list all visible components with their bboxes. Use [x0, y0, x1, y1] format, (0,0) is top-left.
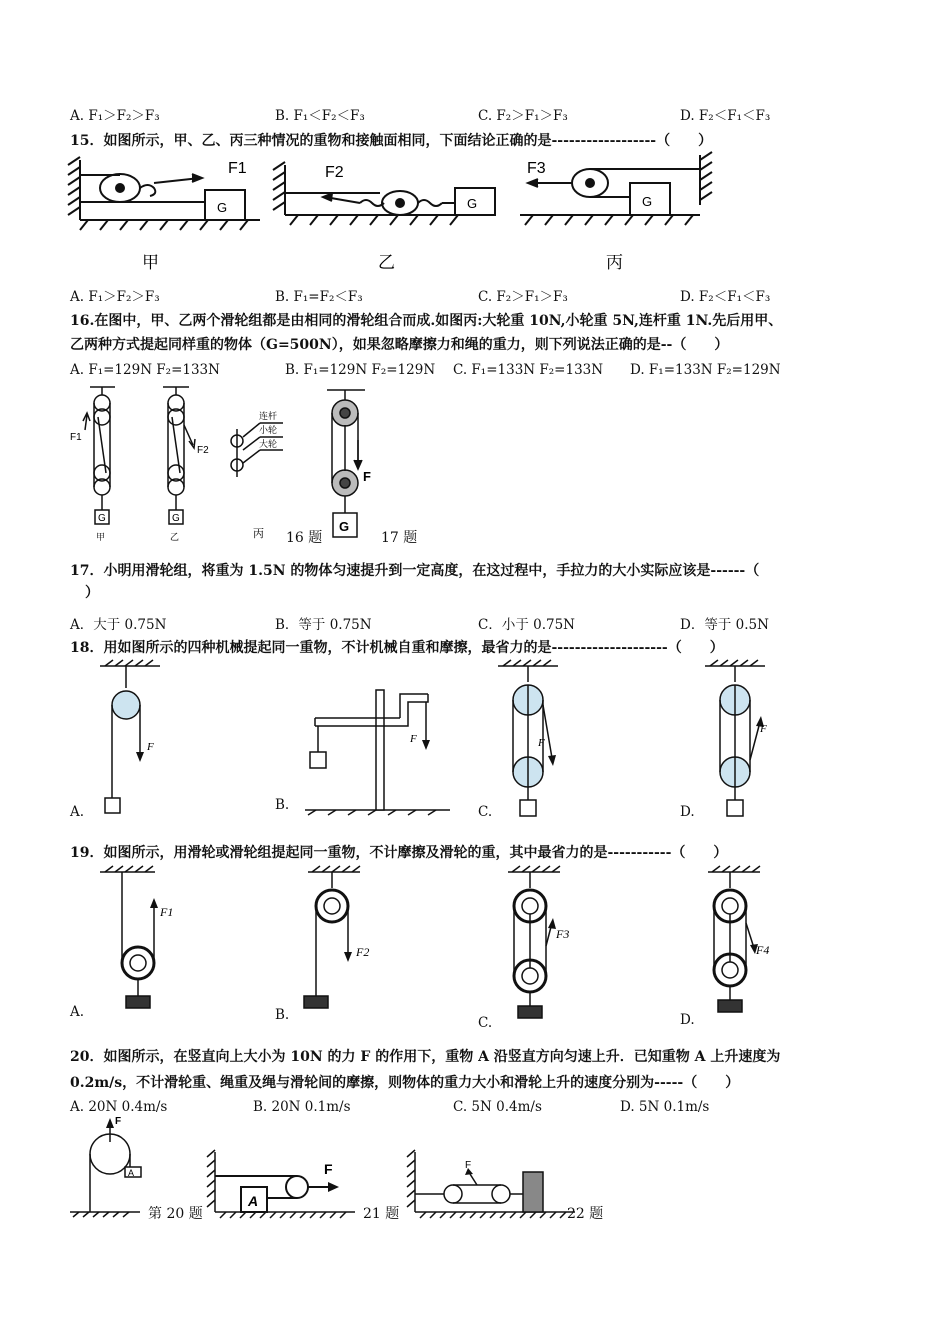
- q21-label-f: F: [324, 1161, 333, 1177]
- q15-figure: [60, 155, 860, 275]
- q19-label-f4: F4: [756, 943, 770, 957]
- q15-label-f1: F1: [228, 160, 247, 177]
- q16-stem-line2: 乙两种方式提起同样重的物体（G=500N），如果忽略摩擦力和绳的重力，则下列说法正确的是--（ ）: [70, 337, 729, 353]
- q16-option-a: A. F₁=129N F₂=133N: [70, 362, 220, 378]
- q17-stem-line2: ）: [85, 585, 99, 601]
- q15-option-c: C. F₂＞F₁＞F₃: [478, 289, 568, 305]
- q16-caption-yi: 乙: [170, 533, 180, 543]
- q15-label-g1: G: [217, 200, 228, 215]
- q19-label-a: A.: [70, 1004, 85, 1020]
- q19-label-f1: F1: [160, 905, 174, 919]
- q18-stem: 18．用如图所示的四种机械提起同一重物，不计机械自重和摩擦，最省力的是--------------------（ ）: [70, 640, 724, 656]
- q17-stem-line1: 17．小明用滑轮组，将重为 1.5N 的物体匀速提升到一定高度，在这过程中，手拉力的大小实际应该是------（: [70, 563, 760, 579]
- q19-label-d: D.: [680, 1012, 695, 1028]
- q14-option-c: C. F₂＞F₁＞F₃: [478, 108, 568, 124]
- q15-fig-yi: [273, 162, 495, 225]
- q18-label-c: C.: [478, 804, 493, 820]
- q16-option-b: B. F₁=129N F₂=129N: [285, 362, 436, 378]
- q19-stem: 19．如图所示，用滑轮或滑轮组提起同一重物，不计摩擦及滑轮的重，其中最省力的是-----------（ ）: [70, 845, 728, 861]
- q16-stem-line1: 16.在图中，甲、乙两个滑轮组都是由相同的滑轮组合而成.如图丙:大轮重 10N,小轮重 5N,连杆重 1N.先后用甲、: [70, 313, 783, 329]
- q16-label-g-b: G: [172, 513, 180, 524]
- q14-option-d: D. F₂＜F₁＜F₃: [680, 108, 771, 124]
- q15-caption-jia: 甲: [142, 253, 159, 273]
- q15-label-f2: F2: [325, 164, 344, 181]
- q16-option-c: C. F₁=133N F₂=133N: [453, 362, 604, 378]
- q15-label-g3: G: [642, 194, 653, 209]
- q22-figure-tag: 22 题: [567, 1206, 604, 1222]
- q19-figure: [60, 868, 880, 1028]
- q17-option-b: B．等于 0.75N: [275, 617, 372, 633]
- q16-caption-jia: 甲: [96, 533, 106, 543]
- q20-label-f: F: [115, 1116, 122, 1127]
- q18-label-a: A.: [70, 804, 85, 820]
- q14-option-a: A. F₁＞F₂＞F₃: [70, 108, 160, 124]
- q18-label-f-b: F: [410, 733, 417, 745]
- q15-caption-bing: 丙: [606, 253, 623, 273]
- q14-option-b: B. F₁＜F₂＜F₃: [275, 108, 365, 124]
- q15-label-g2: G: [467, 196, 478, 211]
- q20-label-a: A: [128, 1168, 135, 1178]
- q19-label-f2: F2: [356, 945, 370, 959]
- q17-option-a: A．大于 0.75N: [70, 617, 167, 633]
- q18-label-d: D.: [680, 804, 695, 820]
- q20-stem-line2: 0.2m/s，不计滑轮重、绳重及绳与滑轮间的摩擦，则物体的重力大小和滑轮上升的速度分别为-----（ ）: [70, 1075, 740, 1091]
- q16-label-f2: F2: [197, 445, 209, 456]
- q21-figure-tag: 21 题: [363, 1206, 400, 1222]
- q16-part-big-wheel: 大轮: [259, 440, 278, 450]
- q21-label-a: A: [248, 1193, 259, 1209]
- q19-label-c: C.: [478, 1015, 493, 1031]
- q16-part-small-wheel: 小轮: [259, 426, 278, 436]
- q17-option-c: C．小于 0.75N: [478, 617, 575, 633]
- q19-label-f3: F3: [556, 927, 570, 941]
- q16-label-f1: F1: [70, 432, 82, 443]
- q20-option-a: A. 20N 0.4m/s: [70, 1099, 168, 1115]
- q16-label-g-a: G: [98, 513, 106, 524]
- q17-label-g: G: [339, 519, 350, 534]
- q19-label-b: B.: [275, 1007, 290, 1023]
- q18-label-f-a: F: [147, 741, 154, 753]
- q15-option-b: B. F₁=F₂＜F₃: [275, 289, 363, 305]
- q15-label-f3: F3: [527, 160, 546, 177]
- q15-caption-yi: 乙: [378, 253, 395, 273]
- q16-figure: [65, 385, 445, 545]
- q22-label-f: F: [465, 1160, 472, 1171]
- q15-option-a: A. F₁＞F₂＞F₃: [70, 289, 160, 305]
- q20-figure-tag: 第 20 题: [148, 1206, 203, 1222]
- q16-option-d: D. F₁=133N F₂=129N: [630, 362, 781, 378]
- q16-part-connector: 连杆: [259, 412, 278, 422]
- q17-option-d: D．等于 0.5N: [680, 617, 769, 633]
- q17-figure-tag: 17 题: [381, 530, 418, 546]
- q15-option-d: D. F₂＜F₁＜F₃: [680, 289, 771, 305]
- q18-label-f-d: F: [760, 723, 767, 735]
- q16-caption-bing: 丙: [253, 527, 264, 540]
- q15-fig-bing: [520, 152, 712, 225]
- q18-label-f-c: F: [538, 737, 545, 749]
- q17-label-f: F: [363, 469, 371, 484]
- q20-stem-line1: 20．如图所示，在竖直向上大小为 10N 的力 F 的作用下，重物 A 沿竖直方向匀速上升．已知重物 A 上升速度为: [70, 1049, 781, 1065]
- q18-label-b: B.: [275, 797, 290, 813]
- q20-option-b: B. 20N 0.1m/s: [253, 1099, 351, 1115]
- q18-figure: [60, 660, 880, 820]
- q16-figure-tag: 16 题: [286, 530, 323, 546]
- q20-option-d: D. 5N 0.1m/s: [620, 1099, 710, 1115]
- q15-stem: 15．如图所示，甲、乙、丙三种情况的重物和接触面相同，下面结论正确的是------------------（ ）: [70, 133, 713, 149]
- q20-option-c: C. 5N 0.4m/s: [453, 1099, 542, 1115]
